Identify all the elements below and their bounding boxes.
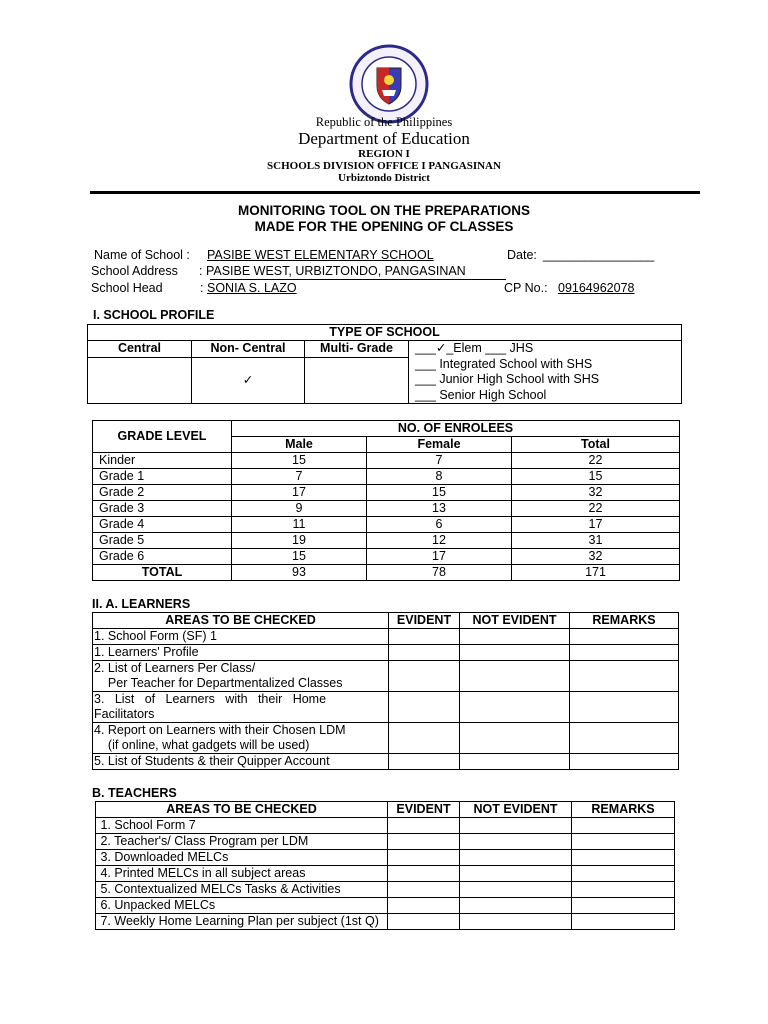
central-cell: [88, 358, 192, 404]
school-type-table: [87, 324, 682, 404]
remarks-cell[interactable]: [572, 882, 675, 898]
cp-value: 09164962078: [558, 281, 635, 295]
grade-cell: Kinder: [93, 453, 232, 469]
checklist-item: 4. Printed MELCs in all subject areas: [96, 866, 388, 882]
not-evident-cell[interactable]: [460, 723, 570, 754]
female-cell: 7: [367, 453, 512, 469]
male-cell: 7: [232, 469, 367, 485]
region-label: REGION I: [358, 148, 410, 160]
checklist-row: [96, 882, 675, 898]
total-cell: 22: [512, 501, 680, 517]
evident-cell[interactable]: [388, 866, 460, 882]
head-colon: :: [200, 281, 204, 295]
section-teachers: B. TEACHERS: [92, 786, 177, 800]
female-cell: 13: [367, 501, 512, 517]
female-cell: 6: [367, 517, 512, 533]
district-label: Urbiztondo District: [338, 172, 430, 184]
total-cell: 17: [512, 517, 680, 533]
checklist-row: [96, 898, 675, 914]
republic-label: Republic of the Philippines: [315, 115, 453, 129]
header-divider: [90, 191, 700, 194]
date-value: ________________: [543, 248, 655, 262]
male-cell: 19: [232, 533, 367, 549]
col-male: Male: [232, 437, 367, 453]
not-evident-cell[interactable]: [460, 754, 570, 770]
remarks-cell[interactable]: [570, 692, 679, 723]
evident-cell[interactable]: [388, 898, 460, 914]
table-row: [93, 501, 680, 517]
teachers-col-not-evident: NOT EVIDENT: [460, 802, 572, 818]
remarks-cell[interactable]: [572, 818, 675, 834]
checklist-item: 1. School Form 7: [96, 818, 388, 834]
checklist-item: 2. List of Learners Per Class/ Per Teacher for Departmentalized Classes: [93, 661, 389, 692]
checklist-item: 3. List of Learners with their Home Facilitators: [93, 692, 389, 723]
male-cell: 15: [232, 549, 367, 565]
checklist-row: [96, 866, 675, 882]
head-label: School Head: [91, 281, 163, 295]
not-evident-cell[interactable]: [460, 882, 572, 898]
not-evident-cell[interactable]: [460, 645, 570, 661]
checklist-row: [93, 645, 679, 661]
checklist-row: [96, 834, 675, 850]
table-row: [93, 453, 680, 469]
total-cell: 31: [512, 533, 680, 549]
checklist-row: [93, 692, 679, 723]
teachers-col-evident: EVIDENT: [388, 802, 460, 818]
option-jhs-shs: ___ Junior High School with SHS: [415, 372, 600, 386]
evident-cell[interactable]: [389, 629, 460, 645]
male-cell: 17: [232, 485, 367, 501]
total-cell: 22: [512, 453, 680, 469]
cp-label: CP No.:: [504, 281, 548, 295]
teachers-table: [95, 801, 675, 930]
multigrade-cell: [305, 358, 409, 404]
female-cell: 8: [367, 469, 512, 485]
section-school-profile: I. SCHOOL PROFILE: [93, 308, 215, 322]
grade-cell: Grade 1: [93, 469, 232, 485]
type-header: TYPE OF SCHOOL: [88, 325, 682, 341]
total-cell: 32: [512, 549, 680, 565]
title-line-2: MADE FOR THE OPENING OF CLASSES: [254, 219, 514, 234]
grade-cell: Grade 4: [93, 517, 232, 533]
remarks-cell[interactable]: [570, 629, 679, 645]
male-cell: 11: [232, 517, 367, 533]
remarks-cell[interactable]: [572, 898, 675, 914]
table-row: [93, 485, 680, 501]
not-evident-cell[interactable]: [460, 629, 570, 645]
evident-cell[interactable]: [388, 882, 460, 898]
checklist-row: [93, 723, 679, 754]
evident-cell[interactable]: [389, 754, 460, 770]
table-row: [93, 549, 680, 565]
evident-cell[interactable]: [388, 850, 460, 866]
checklist-item: 1. School Form (SF) 1: [93, 629, 389, 645]
not-evident-cell[interactable]: [460, 818, 572, 834]
grade-cell: Grade 5: [93, 533, 232, 549]
learners-col-areas: AREAS TO BE CHECKED: [93, 613, 389, 629]
not-evident-cell[interactable]: [460, 661, 570, 692]
total-total: 171: [512, 565, 680, 581]
enrolees-table: [92, 420, 680, 581]
checklist-item: 3. Downloaded MELCs: [96, 850, 388, 866]
address-value: : PASIBE WEST, URBIZTONDO, PANGASINAN: [199, 264, 466, 278]
col-multigrade: Multi- Grade: [305, 341, 409, 358]
grade-cell: Grade 6: [93, 549, 232, 565]
evident-cell[interactable]: [389, 661, 460, 692]
remarks-cell[interactable]: [572, 834, 675, 850]
grade-level-header: GRADE LEVEL: [93, 421, 232, 453]
learners-table: [92, 612, 679, 770]
remarks-cell[interactable]: [572, 914, 675, 930]
total-cell: 32: [512, 485, 680, 501]
checklist-item: 6. Unpacked MELCs: [96, 898, 388, 914]
option-elem-jhs: ___✓_Elem ___ JHS: [415, 341, 534, 355]
not-evident-cell[interactable]: [460, 866, 572, 882]
date-label: Date:: [507, 248, 537, 262]
female-cell: 17: [367, 549, 512, 565]
remarks-cell[interactable]: [570, 661, 679, 692]
address-label: School Address: [91, 264, 178, 278]
remarks-cell[interactable]: [572, 866, 675, 882]
option-integrated: ___ Integrated School with SHS: [415, 356, 593, 371]
checklist-row: [93, 629, 679, 645]
total-female: 78: [367, 565, 512, 581]
not-evident-cell[interactable]: [460, 834, 572, 850]
evident-cell[interactable]: [388, 834, 460, 850]
option-shs: ___ Senior High School: [415, 387, 547, 402]
total-male: 93: [232, 565, 367, 581]
evident-cell[interactable]: [389, 645, 460, 661]
checklist-row: [93, 754, 679, 770]
checklist-row: [96, 818, 675, 834]
not-evident-cell[interactable]: [460, 692, 570, 723]
checklist-row: [96, 914, 675, 930]
table-row: [93, 533, 680, 549]
grade-cell: Grade 2: [93, 485, 232, 501]
checklist-item: 5. List of Students & their Quipper Account: [93, 754, 389, 770]
col-noncentral: Non- Central: [192, 341, 305, 358]
remarks-cell[interactable]: [570, 645, 679, 661]
section-learners: II. A. LEARNERS: [92, 597, 191, 611]
remarks-cell[interactable]: [570, 723, 679, 754]
checklist-item: 7. Weekly Home Learning Plan per subject (1st Q): [96, 914, 388, 930]
evident-cell[interactable]: [389, 692, 460, 723]
male-cell: 15: [232, 453, 367, 469]
address-underline: [210, 279, 506, 280]
table-row: [93, 469, 680, 485]
total-label: TOTAL: [93, 565, 232, 581]
learners-col-remarks: REMARKS: [570, 613, 679, 629]
evident-cell[interactable]: [388, 914, 460, 930]
checklist-item: 5. Contextualized MELCs Tasks & Activities: [96, 882, 388, 898]
school-name-value: PASIBE WEST ELEMENTARY SCHOOL: [207, 248, 434, 262]
deped-seal: [349, 44, 429, 124]
division-label: SCHOOLS DIVISION OFFICE I PANGASINAN: [267, 160, 501, 172]
not-evident-cell[interactable]: [460, 850, 572, 866]
remarks-cell[interactable]: [570, 754, 679, 770]
col-female: Female: [367, 437, 512, 453]
female-cell: 15: [367, 485, 512, 501]
remarks-cell[interactable]: [572, 850, 675, 866]
head-value: SONIA S. LAZO: [207, 281, 297, 295]
female-cell: 12: [367, 533, 512, 549]
checklist-item: 2. Teacher's/ Class Program per LDM: [96, 834, 388, 850]
evident-cell[interactable]: [389, 723, 460, 754]
not-evident-cell[interactable]: [460, 898, 572, 914]
school-name-label: Name of School :: [94, 248, 190, 262]
teachers-col-remarks: REMARKS: [572, 802, 675, 818]
checklist-item: 4. Report on Learners with their Chosen LDM (if online, what gadgets will be used): [93, 723, 389, 754]
department-label: Department of Education: [298, 129, 470, 148]
table-row: [93, 517, 680, 533]
checklist-row: [96, 850, 675, 866]
male-cell: 9: [232, 501, 367, 517]
not-evident-cell[interactable]: [460, 914, 572, 930]
col-total: Total: [512, 437, 680, 453]
total-cell: 15: [512, 469, 680, 485]
checklist-item: 1. Learners' Profile: [93, 645, 389, 661]
teachers-col-areas: AREAS TO BE CHECKED: [96, 802, 388, 818]
learners-col-evident: EVIDENT: [389, 613, 460, 629]
learners-col-not-evident: NOT EVIDENT: [460, 613, 570, 629]
no-enrolees-header: NO. OF ENROLEES: [232, 421, 680, 437]
noncentral-check-icon: ✓: [192, 358, 305, 404]
grade-cell: Grade 3: [93, 501, 232, 517]
title-line-1: MONITORING TOOL ON THE PREPARATIONS: [237, 203, 531, 218]
checklist-row: [93, 661, 679, 692]
col-central: Central: [88, 341, 192, 358]
evident-cell[interactable]: [388, 818, 460, 834]
